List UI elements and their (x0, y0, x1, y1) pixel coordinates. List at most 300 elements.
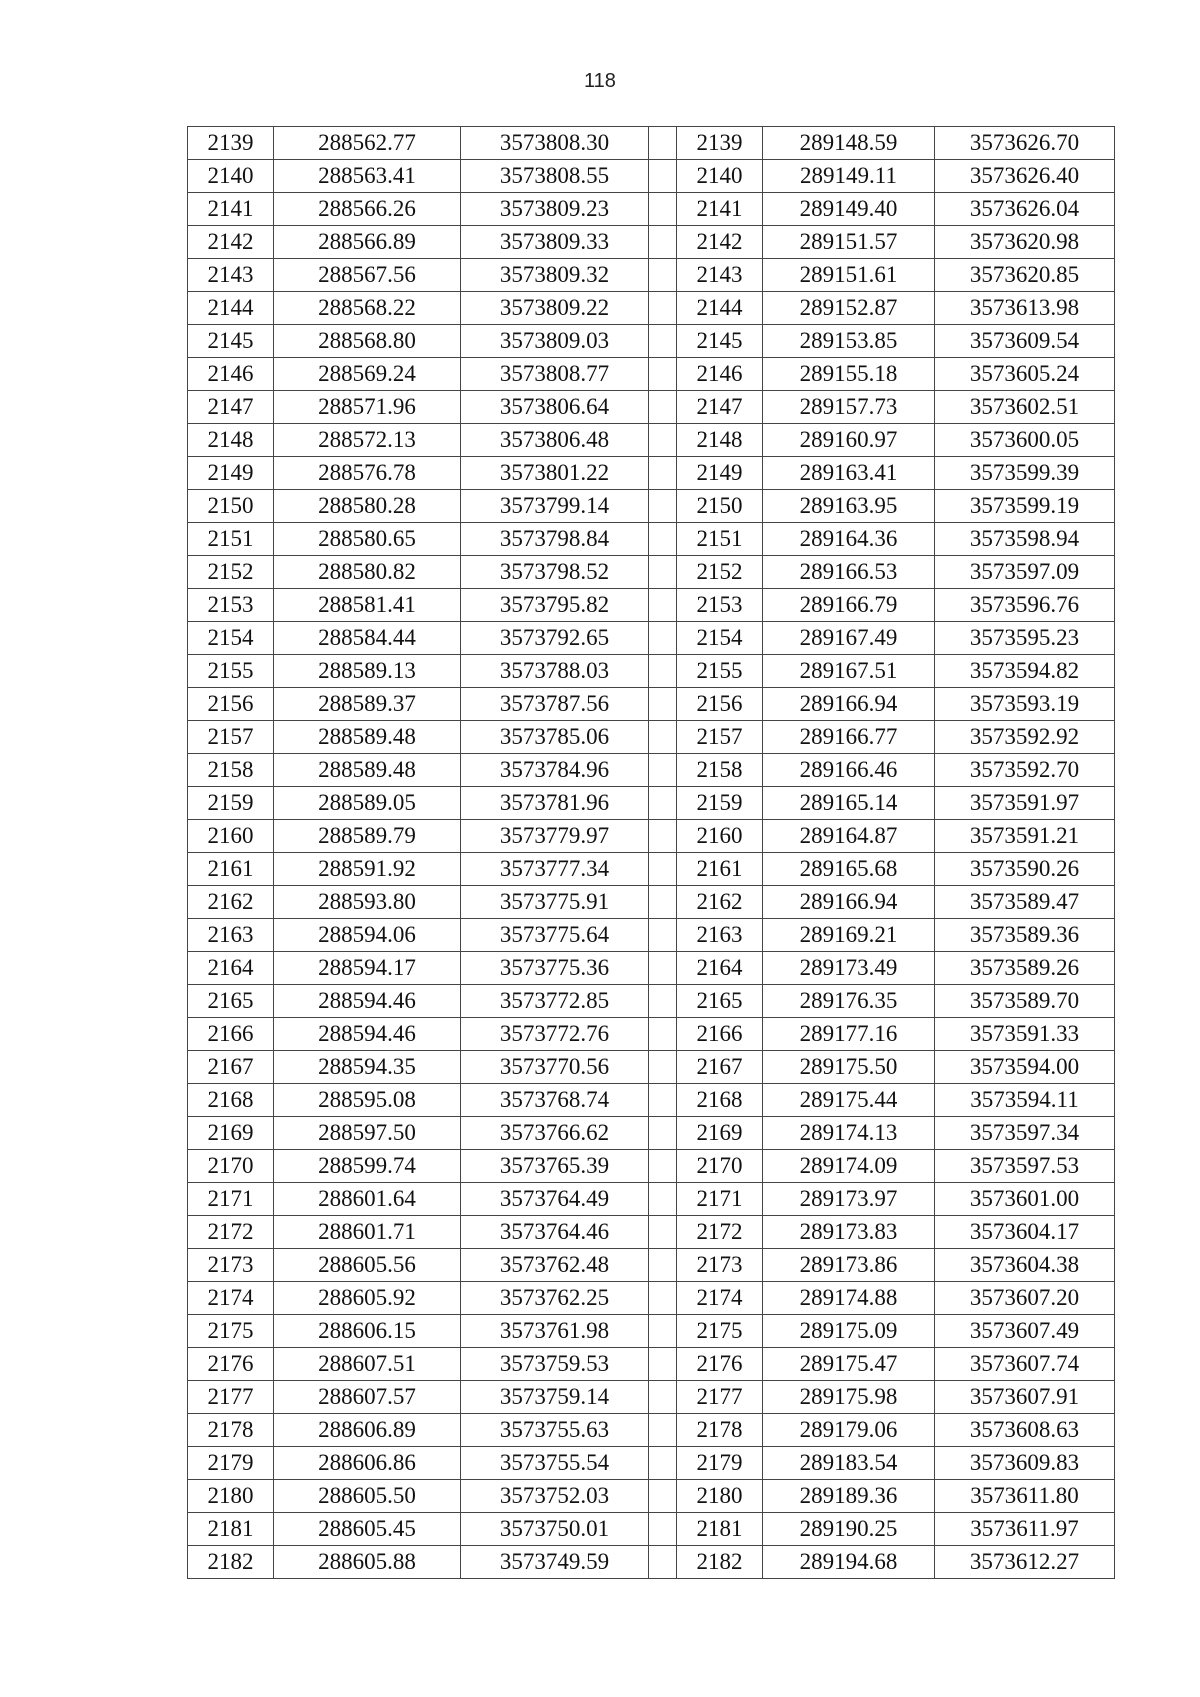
table-row (188, 325, 1115, 358)
x-coordinate-right: 289176.35 (763, 985, 935, 1018)
point-number-right: 2178 (677, 1414, 763, 1447)
x-coordinate-right: 289173.86 (763, 1249, 935, 1282)
y-coordinate-left: 3573764.49 (461, 1183, 649, 1216)
column-gap-cell (649, 1051, 677, 1084)
point-number-right: 2156 (677, 688, 763, 721)
point-number-right: 2142 (677, 226, 763, 259)
table-row (188, 490, 1115, 523)
table-row (188, 1150, 1115, 1183)
table-row (188, 1282, 1115, 1315)
x-coordinate-left: 288567.56 (274, 259, 461, 292)
table-row (188, 391, 1115, 424)
x-coordinate-right: 289163.95 (763, 490, 935, 523)
point-number-left: 2165 (188, 985, 274, 1018)
y-coordinate-right: 3573626.40 (935, 160, 1115, 193)
column-gap-cell (649, 1117, 677, 1150)
x-coordinate-right: 289173.49 (763, 952, 935, 985)
table-row (188, 1315, 1115, 1348)
column-gap-cell (649, 688, 677, 721)
point-number-right: 2181 (677, 1513, 763, 1546)
x-coordinate-right: 289157.73 (763, 391, 935, 424)
x-coordinate-right: 289153.85 (763, 325, 935, 358)
column-gap-cell (649, 391, 677, 424)
column-gap-cell (649, 160, 677, 193)
column-gap-cell (649, 523, 677, 556)
x-coordinate-left: 288605.56 (274, 1249, 461, 1282)
point-number-right: 2155 (677, 655, 763, 688)
x-coordinate-right: 289149.40 (763, 193, 935, 226)
point-number-left: 2166 (188, 1018, 274, 1051)
x-coordinate-left: 288594.46 (274, 985, 461, 1018)
point-number-right: 2139 (677, 127, 763, 160)
column-gap-cell (649, 1183, 677, 1216)
point-number-right: 2170 (677, 1150, 763, 1183)
table-row (188, 259, 1115, 292)
coordinate-table-body (188, 127, 1115, 1579)
column-gap-cell (649, 457, 677, 490)
column-gap-cell (649, 1381, 677, 1414)
table-row (188, 985, 1115, 1018)
column-gap-cell (649, 1249, 677, 1282)
point-number-right: 2179 (677, 1447, 763, 1480)
x-coordinate-left: 288589.79 (274, 820, 461, 853)
point-number-left: 2152 (188, 556, 274, 589)
x-coordinate-left: 288589.37 (274, 688, 461, 721)
point-number-right: 2153 (677, 589, 763, 622)
point-number-right: 2173 (677, 1249, 763, 1282)
column-gap-cell (649, 1480, 677, 1513)
x-coordinate-left: 288576.78 (274, 457, 461, 490)
x-coordinate-left: 288605.50 (274, 1480, 461, 1513)
column-gap-cell (649, 127, 677, 160)
point-number-right: 2163 (677, 919, 763, 952)
point-number-left: 2144 (188, 292, 274, 325)
point-number-left: 2141 (188, 193, 274, 226)
point-number-left: 2159 (188, 787, 274, 820)
point-number-left: 2153 (188, 589, 274, 622)
point-number-left: 2160 (188, 820, 274, 853)
y-coordinate-left: 3573809.03 (461, 325, 649, 358)
point-number-left: 2143 (188, 259, 274, 292)
table-row (188, 1546, 1115, 1579)
x-coordinate-left: 288607.57 (274, 1381, 461, 1414)
x-coordinate-right: 289164.87 (763, 820, 935, 853)
y-coordinate-right: 3573591.97 (935, 787, 1115, 820)
table-row (188, 1513, 1115, 1546)
x-coordinate-right: 289165.14 (763, 787, 935, 820)
column-gap-cell (649, 325, 677, 358)
x-coordinate-right: 289190.25 (763, 1513, 935, 1546)
column-gap-cell (649, 1414, 677, 1447)
x-coordinate-right: 289179.06 (763, 1414, 935, 1447)
y-coordinate-left: 3573792.65 (461, 622, 649, 655)
x-coordinate-left: 288597.50 (274, 1117, 461, 1150)
table-row (188, 688, 1115, 721)
y-coordinate-right: 3573589.70 (935, 985, 1115, 1018)
y-coordinate-left: 3573798.84 (461, 523, 649, 556)
x-coordinate-right: 289166.46 (763, 754, 935, 787)
x-coordinate-left: 288562.77 (274, 127, 461, 160)
x-coordinate-left: 288606.89 (274, 1414, 461, 1447)
y-coordinate-left: 3573772.85 (461, 985, 649, 1018)
table-row (188, 556, 1115, 589)
point-number-right: 2149 (677, 457, 763, 490)
y-coordinate-left: 3573806.64 (461, 391, 649, 424)
x-coordinate-right: 289194.68 (763, 1546, 935, 1579)
point-number-left: 2168 (188, 1084, 274, 1117)
point-number-left: 2142 (188, 226, 274, 259)
y-coordinate-right: 3573601.00 (935, 1183, 1115, 1216)
x-coordinate-right: 289173.83 (763, 1216, 935, 1249)
y-coordinate-right: 3573590.26 (935, 853, 1115, 886)
point-number-right: 2165 (677, 985, 763, 1018)
x-coordinate-left: 288566.89 (274, 226, 461, 259)
y-coordinate-right: 3573609.83 (935, 1447, 1115, 1480)
x-coordinate-right: 289167.51 (763, 655, 935, 688)
point-number-right: 2143 (677, 259, 763, 292)
column-gap-cell (649, 259, 677, 292)
point-number-left: 2167 (188, 1051, 274, 1084)
table-row (188, 952, 1115, 985)
column-gap-cell (649, 820, 677, 853)
column-gap-cell (649, 589, 677, 622)
y-coordinate-right: 3573592.70 (935, 754, 1115, 787)
x-coordinate-right: 289189.36 (763, 1480, 935, 1513)
y-coordinate-right: 3573607.20 (935, 1282, 1115, 1315)
x-coordinate-right: 289183.54 (763, 1447, 935, 1480)
table-row (188, 1183, 1115, 1216)
x-coordinate-left: 288569.24 (274, 358, 461, 391)
y-coordinate-right: 3573604.17 (935, 1216, 1115, 1249)
x-coordinate-left: 288584.44 (274, 622, 461, 655)
y-coordinate-left: 3573759.14 (461, 1381, 649, 1414)
point-number-left: 2146 (188, 358, 274, 391)
point-number-right: 2148 (677, 424, 763, 457)
x-coordinate-left: 288605.88 (274, 1546, 461, 1579)
point-number-left: 2158 (188, 754, 274, 787)
column-gap-cell (649, 853, 677, 886)
y-coordinate-right: 3573620.98 (935, 226, 1115, 259)
x-coordinate-right: 289166.77 (763, 721, 935, 754)
point-number-right: 2141 (677, 193, 763, 226)
x-coordinate-left: 288568.80 (274, 325, 461, 358)
x-coordinate-left: 288580.65 (274, 523, 461, 556)
point-number-right: 2172 (677, 1216, 763, 1249)
x-coordinate-left: 288594.35 (274, 1051, 461, 1084)
x-coordinate-right: 289169.21 (763, 919, 935, 952)
y-coordinate-right: 3573613.98 (935, 292, 1115, 325)
column-gap-cell (649, 1513, 677, 1546)
table-row (188, 193, 1115, 226)
point-number-right: 2167 (677, 1051, 763, 1084)
x-coordinate-left: 288594.46 (274, 1018, 461, 1051)
table-row (188, 1084, 1115, 1117)
table-row (188, 853, 1115, 886)
y-coordinate-left: 3573785.06 (461, 721, 649, 754)
y-coordinate-right: 3573607.91 (935, 1381, 1115, 1414)
y-coordinate-left: 3573768.74 (461, 1084, 649, 1117)
point-number-left: 2169 (188, 1117, 274, 1150)
x-coordinate-right: 289165.68 (763, 853, 935, 886)
y-coordinate-right: 3573602.51 (935, 391, 1115, 424)
table-row (188, 1348, 1115, 1381)
x-coordinate-left: 288607.51 (274, 1348, 461, 1381)
x-coordinate-right: 289175.47 (763, 1348, 935, 1381)
point-number-left: 2174 (188, 1282, 274, 1315)
x-coordinate-right: 289166.79 (763, 589, 935, 622)
point-number-left: 2179 (188, 1447, 274, 1480)
point-number-left: 2170 (188, 1150, 274, 1183)
table-row (188, 655, 1115, 688)
table-row (188, 424, 1115, 457)
x-coordinate-right: 289174.09 (763, 1150, 935, 1183)
y-coordinate-right: 3573593.19 (935, 688, 1115, 721)
point-number-right: 2180 (677, 1480, 763, 1513)
y-coordinate-left: 3573788.03 (461, 655, 649, 688)
point-number-right: 2150 (677, 490, 763, 523)
y-coordinate-right: 3573589.36 (935, 919, 1115, 952)
x-coordinate-right: 289175.44 (763, 1084, 935, 1117)
y-coordinate-left: 3573809.33 (461, 226, 649, 259)
y-coordinate-right: 3573605.24 (935, 358, 1115, 391)
table-row (188, 457, 1115, 490)
y-coordinate-right: 3573599.39 (935, 457, 1115, 490)
y-coordinate-right: 3573600.05 (935, 424, 1115, 457)
x-coordinate-right: 289167.49 (763, 622, 935, 655)
column-gap-cell (649, 721, 677, 754)
table-row (188, 292, 1115, 325)
point-number-right: 2152 (677, 556, 763, 589)
y-coordinate-right: 3573597.09 (935, 556, 1115, 589)
point-number-left: 2171 (188, 1183, 274, 1216)
y-coordinate-right: 3573597.53 (935, 1150, 1115, 1183)
x-coordinate-right: 289151.57 (763, 226, 935, 259)
x-coordinate-right: 289174.88 (763, 1282, 935, 1315)
x-coordinate-left: 288571.96 (274, 391, 461, 424)
table-row (188, 754, 1115, 787)
y-coordinate-left: 3573761.98 (461, 1315, 649, 1348)
x-coordinate-right: 289166.94 (763, 688, 935, 721)
column-gap-cell (649, 292, 677, 325)
x-coordinate-right: 289160.97 (763, 424, 935, 457)
column-gap-cell (649, 985, 677, 1018)
point-number-left: 2151 (188, 523, 274, 556)
x-coordinate-left: 288580.28 (274, 490, 461, 523)
x-coordinate-left: 288605.45 (274, 1513, 461, 1546)
column-gap-cell (649, 1315, 677, 1348)
y-coordinate-left: 3573749.59 (461, 1546, 649, 1579)
table-row (188, 160, 1115, 193)
y-coordinate-left: 3573779.97 (461, 820, 649, 853)
column-gap-cell (649, 787, 677, 820)
y-coordinate-right: 3573626.04 (935, 193, 1115, 226)
y-coordinate-left: 3573766.62 (461, 1117, 649, 1150)
x-coordinate-right: 289166.53 (763, 556, 935, 589)
point-number-right: 2169 (677, 1117, 763, 1150)
y-coordinate-left: 3573762.25 (461, 1282, 649, 1315)
point-number-left: 2157 (188, 721, 274, 754)
table-row (188, 622, 1115, 655)
point-number-left: 2147 (188, 391, 274, 424)
table-row (188, 1381, 1115, 1414)
y-coordinate-right: 3573626.70 (935, 127, 1115, 160)
point-number-right: 2154 (677, 622, 763, 655)
y-coordinate-left: 3573775.64 (461, 919, 649, 952)
x-coordinate-left: 288591.92 (274, 853, 461, 886)
column-gap-cell (649, 1084, 677, 1117)
point-number-left: 2172 (188, 1216, 274, 1249)
y-coordinate-right: 3573604.38 (935, 1249, 1115, 1282)
column-gap-cell (649, 226, 677, 259)
y-coordinate-left: 3573752.03 (461, 1480, 649, 1513)
table-row (188, 787, 1115, 820)
y-coordinate-right: 3573609.54 (935, 325, 1115, 358)
table-row (188, 919, 1115, 952)
y-coordinate-left: 3573755.54 (461, 1447, 649, 1480)
column-gap-cell (649, 1348, 677, 1381)
point-number-right: 2182 (677, 1546, 763, 1579)
y-coordinate-right: 3573595.23 (935, 622, 1115, 655)
column-gap-cell (649, 1447, 677, 1480)
y-coordinate-left: 3573799.14 (461, 490, 649, 523)
y-coordinate-left: 3573762.48 (461, 1249, 649, 1282)
x-coordinate-left: 288589.13 (274, 655, 461, 688)
y-coordinate-left: 3573798.52 (461, 556, 649, 589)
x-coordinate-right: 289151.61 (763, 259, 935, 292)
column-gap-cell (649, 193, 677, 226)
y-coordinate-right: 3573589.47 (935, 886, 1115, 919)
y-coordinate-right: 3573608.63 (935, 1414, 1115, 1447)
table-row (188, 589, 1115, 622)
point-number-left: 2164 (188, 952, 274, 985)
x-coordinate-left: 288589.48 (274, 754, 461, 787)
x-coordinate-right: 289173.97 (763, 1183, 935, 1216)
table-row (188, 1480, 1115, 1513)
x-coordinate-left: 288606.15 (274, 1315, 461, 1348)
x-coordinate-right: 289163.41 (763, 457, 935, 490)
table-row (188, 127, 1115, 160)
x-coordinate-left: 288605.92 (274, 1282, 461, 1315)
y-coordinate-left: 3573809.32 (461, 259, 649, 292)
point-number-left: 2155 (188, 655, 274, 688)
y-coordinate-left: 3573772.76 (461, 1018, 649, 1051)
x-coordinate-left: 288601.71 (274, 1216, 461, 1249)
point-number-left: 2156 (188, 688, 274, 721)
x-coordinate-right: 289152.87 (763, 292, 935, 325)
column-gap-cell (649, 754, 677, 787)
y-coordinate-right: 3573620.85 (935, 259, 1115, 292)
column-gap-cell (649, 1546, 677, 1579)
x-coordinate-left: 288568.22 (274, 292, 461, 325)
column-gap-cell (649, 886, 677, 919)
y-coordinate-right: 3573594.00 (935, 1051, 1115, 1084)
table-row (188, 1414, 1115, 1447)
x-coordinate-left: 288589.05 (274, 787, 461, 820)
column-gap-cell (649, 919, 677, 952)
x-coordinate-left: 288595.08 (274, 1084, 461, 1117)
x-coordinate-right: 289177.16 (763, 1018, 935, 1051)
y-coordinate-left: 3573795.82 (461, 589, 649, 622)
point-number-right: 2166 (677, 1018, 763, 1051)
y-coordinate-left: 3573764.46 (461, 1216, 649, 1249)
y-coordinate-right: 3573591.33 (935, 1018, 1115, 1051)
y-coordinate-left: 3573809.23 (461, 193, 649, 226)
y-coordinate-right: 3573589.26 (935, 952, 1115, 985)
point-number-left: 2180 (188, 1480, 274, 1513)
column-gap-cell (649, 358, 677, 391)
table-row (188, 886, 1115, 919)
y-coordinate-left: 3573775.91 (461, 886, 649, 919)
x-coordinate-left: 288594.17 (274, 952, 461, 985)
column-gap-cell (649, 556, 677, 589)
column-gap-cell (649, 1282, 677, 1315)
point-number-left: 2140 (188, 160, 274, 193)
column-gap-cell (649, 952, 677, 985)
column-gap-cell (649, 1216, 677, 1249)
point-number-right: 2168 (677, 1084, 763, 1117)
point-number-left: 2181 (188, 1513, 274, 1546)
y-coordinate-right: 3573599.19 (935, 490, 1115, 523)
x-coordinate-right: 289164.36 (763, 523, 935, 556)
point-number-right: 2160 (677, 820, 763, 853)
point-number-left: 2149 (188, 457, 274, 490)
column-gap-cell (649, 655, 677, 688)
y-coordinate-left: 3573808.30 (461, 127, 649, 160)
point-number-right: 2175 (677, 1315, 763, 1348)
y-coordinate-left: 3573781.96 (461, 787, 649, 820)
x-coordinate-left: 288606.86 (274, 1447, 461, 1480)
point-number-right: 2146 (677, 358, 763, 391)
y-coordinate-right: 3573592.92 (935, 721, 1115, 754)
x-coordinate-right: 289175.98 (763, 1381, 935, 1414)
y-coordinate-left: 3573775.36 (461, 952, 649, 985)
point-number-left: 2178 (188, 1414, 274, 1447)
point-number-right: 2161 (677, 853, 763, 886)
point-number-right: 2176 (677, 1348, 763, 1381)
column-gap-cell (649, 622, 677, 655)
point-number-right: 2145 (677, 325, 763, 358)
table-row (188, 226, 1115, 259)
point-number-right: 2140 (677, 160, 763, 193)
x-coordinate-left: 288566.26 (274, 193, 461, 226)
x-coordinate-left: 288580.82 (274, 556, 461, 589)
table-row (188, 1249, 1115, 1282)
point-number-right: 2164 (677, 952, 763, 985)
point-number-right: 2174 (677, 1282, 763, 1315)
table-row (188, 1051, 1115, 1084)
x-coordinate-left: 288572.13 (274, 424, 461, 457)
point-number-right: 2171 (677, 1183, 763, 1216)
table-row (188, 820, 1115, 853)
point-number-left: 2145 (188, 325, 274, 358)
point-number-right: 2147 (677, 391, 763, 424)
point-number-right: 2157 (677, 721, 763, 754)
point-number-right: 2144 (677, 292, 763, 325)
y-coordinate-right: 3573611.97 (935, 1513, 1115, 1546)
x-coordinate-right: 289149.11 (763, 160, 935, 193)
x-coordinate-left: 288594.06 (274, 919, 461, 952)
point-number-left: 2175 (188, 1315, 274, 1348)
y-coordinate-right: 3573596.76 (935, 589, 1115, 622)
point-number-left: 2161 (188, 853, 274, 886)
table-row (188, 358, 1115, 391)
y-coordinate-left: 3573765.39 (461, 1150, 649, 1183)
column-gap-cell (649, 490, 677, 523)
y-coordinate-right: 3573607.74 (935, 1348, 1115, 1381)
point-number-left: 2162 (188, 886, 274, 919)
y-coordinate-left: 3573787.56 (461, 688, 649, 721)
point-number-left: 2163 (188, 919, 274, 952)
